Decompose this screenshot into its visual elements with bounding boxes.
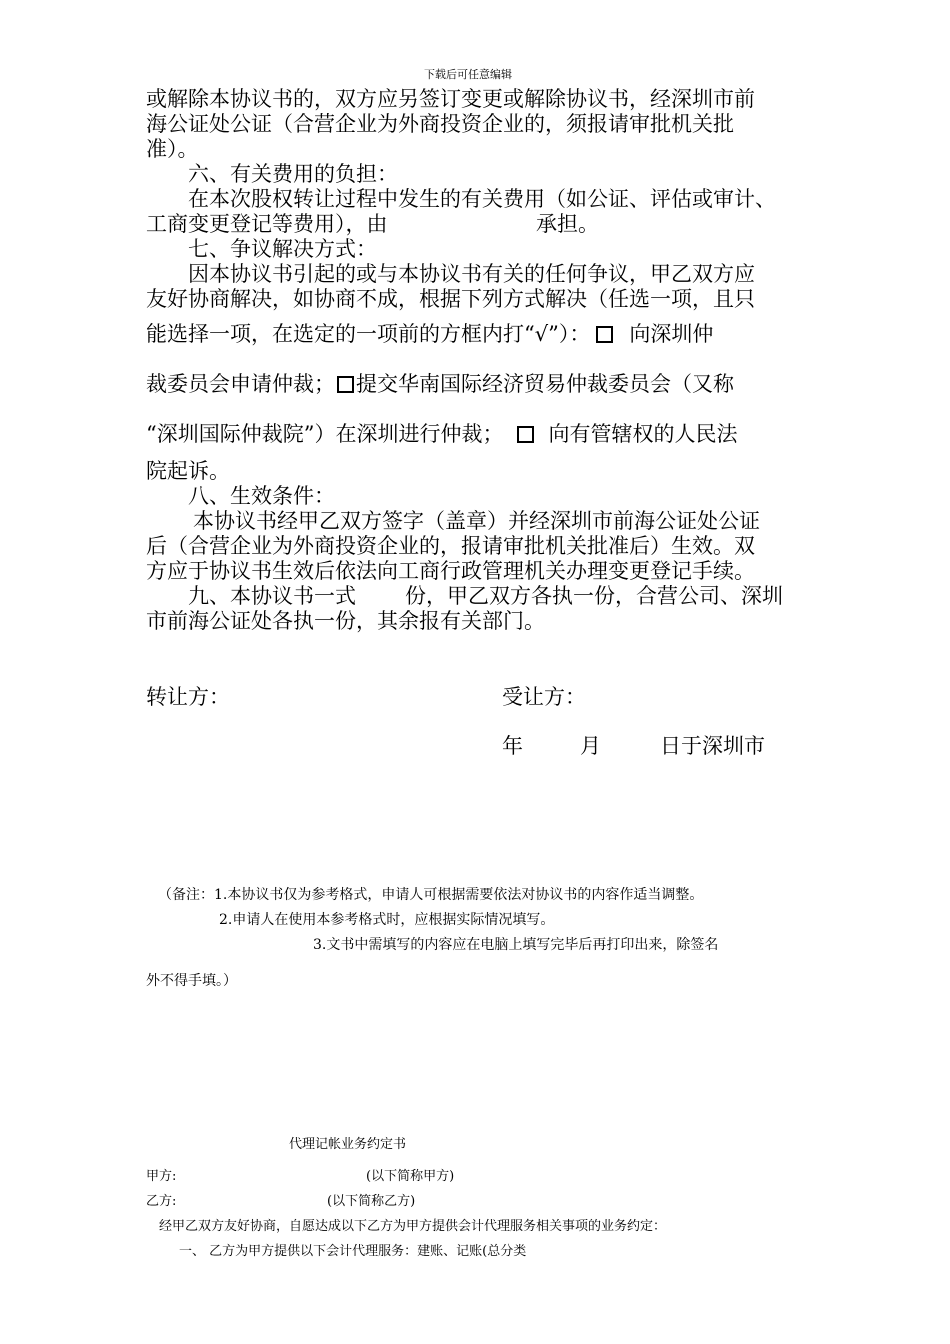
arbitration-option-line [146, 371, 734, 397]
body-line: 海公证处公证（合营企业为外商投资企业的，须报请审批机关批 [146, 112, 734, 136]
agreement-title: 代理记帐业务约定书 [289, 1137, 407, 1152]
option-text: 向有管辖权的人民法 [548, 422, 738, 446]
party-a-note: (以下简称甲方) [366, 1169, 455, 1184]
body-line: 工商变更登记等费用），由 [146, 212, 388, 236]
body-line: 方应于协议书生效后依法向工商行政管理机关办理变更登记手续。 [146, 559, 755, 583]
date-year: 年 [502, 734, 523, 758]
body-line: 承担。 [536, 212, 599, 236]
note-line: （备注：1.本协议书仅为参考格式，申请人可根据需要依法对协议书的内容作适当调整。 [158, 887, 704, 903]
option-text: 裁委员会申请仲裁； [146, 372, 335, 396]
arbitration-option-line [146, 321, 713, 347]
date-month: 月 [580, 734, 601, 758]
option-text: 提交华南国际经济贸易仲裁委员会（又称 [356, 372, 734, 396]
checkbox-court[interactable] [517, 426, 534, 443]
option-text: 向深圳仲 [629, 322, 714, 346]
section-8-title: 八、生效条件： [188, 484, 335, 508]
option-text: “深圳国际仲裁院”）在深圳进行仲裁； [146, 422, 504, 446]
section-9-line: 份，甲乙双方各执一份，合营公司、深圳 [405, 584, 783, 608]
section-6-title: 六、有关费用的负担： [188, 162, 398, 186]
body-line: 后（合营企业为外商投资企业的，报请审批机关批准后）生效。双 [146, 534, 755, 558]
party-a-label: 甲方: [146, 1169, 177, 1184]
transferor-label: 转让方： [146, 685, 230, 709]
note-line: 2.申请人在使用本参考格式时，应根据实际情况填写。 [219, 912, 555, 928]
arbitration-option-line [146, 421, 737, 447]
checkbox-arbitration-south-china[interactable] [337, 376, 354, 393]
agreement-intro: 经甲乙双方友好协商，自愿达成以下乙方为甲方提供会计代理服务相关事项的业务约定： [159, 1219, 667, 1234]
body-line: 或解除本协议书的，双方应另签订变更或解除协议书，经深圳市前 [146, 87, 755, 111]
body-line: 在本次股权转让过程中发生的有关费用（如公证、评估或审计、 [188, 187, 776, 211]
checkbox-arbitration-shenzhen[interactable] [596, 326, 613, 343]
page-header: 下载后可任意编辑 [424, 68, 512, 81]
body-line: 市前海公证处各执一份，其余报有关部门。 [146, 609, 545, 633]
agreement-item-1: 一、 乙方为甲方提供以下会计代理服务：建账、记账(总分类 [179, 1244, 527, 1259]
section-9-line: 九、本协议书一式 [188, 584, 356, 608]
body-line: 院起诉。 [146, 459, 230, 483]
party-b-note: (以下简称乙方) [327, 1194, 416, 1209]
party-b-label: 乙方: [146, 1194, 177, 1209]
note-line: 外不得手填。） [146, 973, 237, 989]
section-7-title: 七、争议解决方式： [188, 237, 377, 261]
body-text: 能选择一项，在选定的一项前的方框内打“√”）： [146, 322, 591, 346]
body-line: 本协议书经甲乙双方签字（盖章）并经深圳市前海公证处公证 [193, 509, 760, 533]
body-line: 友好协商解决，如协商不成，根据下列方式解决（任选一项，且只 [146, 287, 755, 311]
body-line: 因本协议书引起的或与本协议书有关的任何争议，甲乙双方应 [188, 262, 755, 286]
note-line: 3.文书中需填写的内容应在电脑上填写完毕后再打印出来，除签名 [313, 937, 719, 953]
date-day-place: 日于深圳市 [660, 734, 765, 758]
transferee-label: 受让方： [502, 685, 586, 709]
body-line: 准）。 [146, 137, 199, 161]
